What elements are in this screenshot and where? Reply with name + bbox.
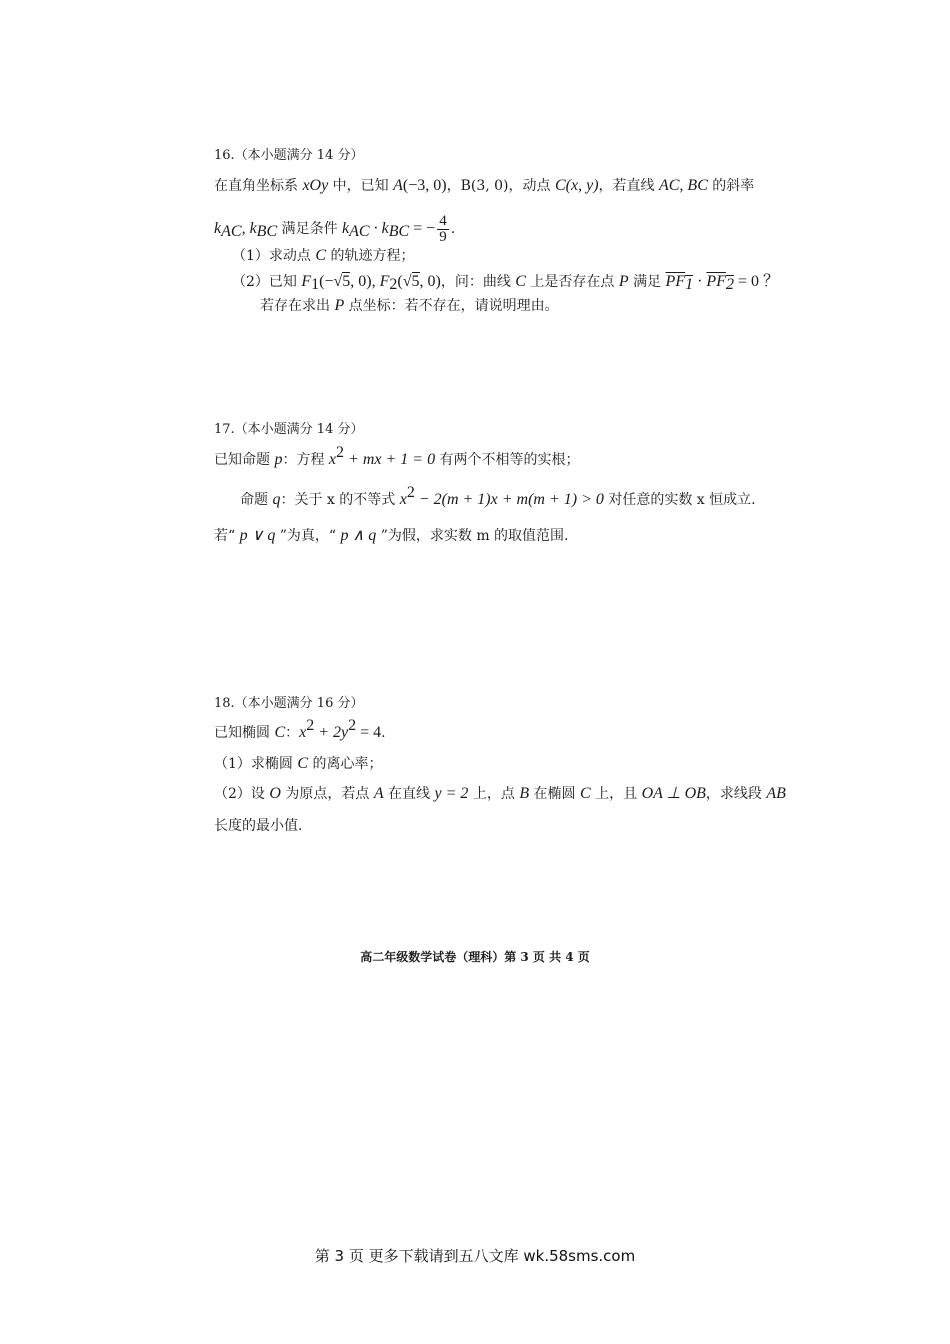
math: C [274, 724, 286, 741]
numerator: 4 [439, 212, 447, 229]
text: 已知椭圆 [214, 725, 275, 741]
text: ，B(3, 0)，动点 [446, 178, 555, 194]
text: 有两个不相等的实根； [435, 452, 580, 468]
math: x [399, 491, 407, 508]
math: + mx + 1 = 0 [344, 451, 436, 468]
q17-line1 [214, 444, 580, 470]
q16-part2-continued [260, 296, 559, 316]
q18-part2-continued: 长度的最小值. [214, 818, 303, 834]
text: 上是否存在点 [525, 274, 619, 290]
math-sub: BC [256, 223, 278, 240]
q17-line2 [240, 484, 756, 510]
page-footer: 高二年级数学试卷（理科）第 3 页 共 4 页 [360, 950, 590, 964]
text: 上，点 [468, 786, 520, 802]
math: p ∨ q [239, 527, 276, 544]
math: F [379, 273, 390, 290]
text: ：方程 [282, 452, 329, 468]
vector [706, 273, 734, 293]
fraction [437, 214, 449, 245]
math: C [554, 177, 566, 194]
math: P [334, 297, 345, 314]
math: y = 2 [434, 785, 469, 802]
math: (x, y) [565, 177, 599, 194]
math: C [580, 785, 591, 802]
q16-statement-line2 [214, 212, 455, 246]
text: （1）求椭圆 [214, 756, 298, 772]
math: q [272, 491, 281, 508]
text: . [381, 725, 386, 741]
text: ，问：曲线 [440, 274, 516, 290]
q18-part2 [214, 784, 786, 804]
math: = 4 [356, 724, 382, 741]
math-sub: 2 [725, 276, 734, 293]
math: , 0), [350, 273, 380, 290]
math: ( [397, 273, 403, 290]
math: C [297, 755, 309, 772]
math: B [519, 785, 530, 802]
sqrt: √5 [333, 273, 351, 290]
math-sup: 2 [406, 484, 415, 501]
math: p [274, 451, 283, 468]
math: F [301, 273, 312, 290]
math-sub: AC [349, 223, 370, 240]
text: 满足条件 [277, 221, 343, 237]
math: x [299, 724, 307, 741]
text: 若存在求出 [260, 298, 335, 314]
math: p ∧ q [340, 527, 377, 544]
math: C [515, 273, 526, 290]
math-sub: 1 [685, 276, 694, 293]
text: 满足 [628, 274, 666, 290]
q18-header: 18.（本小题满分 16 分） [214, 696, 364, 711]
text: ：关于 x 的不等式 [280, 492, 400, 508]
math: k [342, 220, 350, 237]
q16-statement-line1 [214, 176, 754, 196]
math: = 0 ？ [733, 273, 779, 290]
math: O [269, 785, 281, 802]
q16-header: 16.（本小题满分 14 分） [214, 148, 364, 163]
math: , k [241, 220, 257, 237]
q17-line3 [214, 526, 569, 546]
math-sub: 1 [311, 276, 320, 293]
text: 若“ [214, 528, 240, 544]
math: OA ⊥ OB [641, 785, 706, 802]
math: P [618, 273, 629, 290]
text: 上，且 [590, 786, 642, 802]
math: xOy [302, 177, 329, 194]
download-watermark: 第 3 页 更多下载请到五八文库 wk.58sms.com [314, 1247, 636, 1265]
text: 命题 [240, 492, 273, 508]
math: x [328, 451, 337, 468]
math-sub: BC [388, 223, 410, 240]
sqrt: √5 [402, 273, 420, 290]
math: PF [665, 273, 686, 290]
math: AC, BC [658, 177, 708, 194]
text: 的斜率 [707, 178, 755, 194]
text: 为原点，若点 [280, 786, 374, 802]
denominator: 9 [439, 228, 447, 245]
math: · [693, 273, 707, 290]
math: + 2y [314, 724, 349, 741]
q16-part2 [232, 272, 779, 292]
text: （2）设 [214, 786, 270, 802]
text: 在椭圆 [529, 786, 581, 802]
text: 对任意的实数 x 恒成立. [603, 492, 756, 508]
math-sup: 2 [336, 444, 345, 461]
q18-part1 [214, 754, 382, 774]
text: 已知命题 [214, 452, 275, 468]
math-sub: AC [221, 223, 242, 240]
math: , 0) [419, 273, 441, 290]
text: 的轨迹方程； [326, 248, 415, 264]
math-sup: 2 [306, 717, 315, 734]
math: A [393, 177, 403, 194]
text: ，若直线 [598, 178, 659, 194]
text: . [450, 221, 456, 237]
math: PF [706, 273, 726, 290]
q17-header: 17.（本小题满分 14 分） [214, 422, 364, 437]
text: ”为真，“ [275, 528, 341, 544]
math: = − [409, 220, 436, 237]
text: （2）已知 [232, 274, 302, 290]
math-sup: 2 [348, 717, 357, 734]
q18-line1 [214, 717, 386, 743]
radicand: 5 [342, 273, 351, 290]
math: k [214, 220, 222, 237]
text: ，求线段 [705, 786, 767, 802]
vector [665, 273, 694, 293]
q16-part1 [232, 246, 414, 266]
text: ： [285, 725, 300, 741]
math: · k [369, 220, 389, 237]
math: (−3, 0) [402, 177, 447, 194]
text: 在直角坐标系 [214, 178, 303, 194]
math: A [373, 785, 384, 802]
text: 中，已知 [328, 178, 394, 194]
text: ”为假，求实数 m 的取值范围. [376, 528, 569, 544]
math: (− [319, 273, 334, 290]
text: 在直线 [383, 786, 435, 802]
radicand: 5 [411, 273, 420, 290]
math: − 2(m + 1)x + m(m + 1) > 0 [414, 491, 604, 508]
text: （1）求动点 [232, 248, 316, 264]
math: AB [766, 785, 786, 802]
text: 点坐标：若不存在，请说明理由。 [344, 298, 559, 314]
math-sub: 2 [389, 276, 398, 293]
text: 的离心率； [308, 756, 383, 772]
math: C [315, 247, 327, 264]
